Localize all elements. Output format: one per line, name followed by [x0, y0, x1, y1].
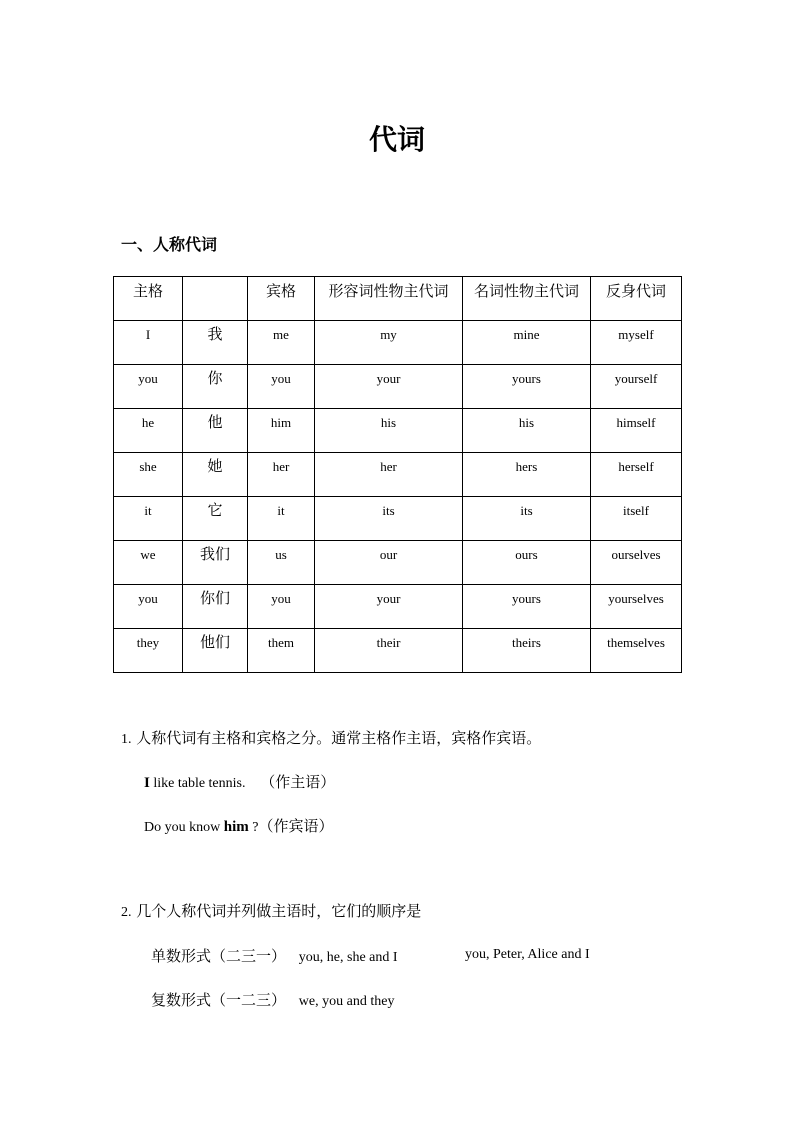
header-noun-possessive: 名词性物主代词 [463, 277, 591, 321]
table-row [114, 321, 682, 365]
singular-order [151, 945, 398, 966]
cell-reflexive: herself [591, 453, 682, 497]
table-row [114, 541, 682, 585]
header-adj-possessive: 形容词性物主代词 [315, 277, 463, 321]
cell-reflexive: yourself [591, 365, 682, 409]
cell-subject: it [114, 497, 183, 541]
cell-object: me [248, 321, 315, 365]
cell-reflexive: itself [591, 497, 682, 541]
pronoun-table [113, 276, 682, 673]
cell-chinese: 她 [183, 453, 248, 497]
cell-noun-possessive: yours [463, 365, 591, 409]
example-2-post: ? [248, 820, 259, 835]
cell-chinese: 他 [183, 409, 248, 453]
cell-object: us [248, 541, 315, 585]
example-2-object: him [223, 819, 249, 835]
cell-noun-possessive: theirs [463, 629, 591, 673]
note-2-number: 2. [121, 905, 132, 920]
cell-subject: he [114, 409, 183, 453]
cell-chinese: 你们 [183, 585, 248, 629]
cell-adj-possessive: their [315, 629, 463, 673]
cell-chinese: 你 [183, 365, 248, 409]
plural-label: 复数形式（一二三） [151, 991, 287, 1009]
singular-example-1: you, he, she and I [298, 950, 398, 965]
singular-label: 单数形式（二三一） [151, 947, 287, 965]
note-1-text: 人称代词有主格和宾格之分。通常主格作主语，宾格作宾语。 [136, 729, 542, 747]
cell-subject: we [114, 541, 183, 585]
note-1-example-2 [144, 815, 333, 836]
cell-adj-possessive: your [315, 365, 463, 409]
cell-chinese: 我们 [183, 541, 248, 585]
cell-reflexive: himself [591, 409, 682, 453]
note-1 [121, 727, 541, 748]
cell-reflexive: ourselves [591, 541, 682, 585]
cell-subject: she [114, 453, 183, 497]
cell-adj-possessive: your [315, 585, 463, 629]
example-2-pre: Do you know [144, 820, 224, 835]
table-row [114, 585, 682, 629]
plural-order [151, 989, 394, 1010]
cell-subject: they [114, 629, 183, 673]
header-reflexive: 反身代词 [591, 277, 682, 321]
cell-object: you [248, 585, 315, 629]
note-2-text: 几个人称代词并列做主语时，它们的顺序是 [136, 902, 422, 920]
page-title: 代词 [368, 123, 425, 156]
cell-adj-possessive: her [315, 453, 463, 497]
cell-noun-possessive: yours [463, 585, 591, 629]
cell-noun-possessive: his [463, 409, 591, 453]
singular-example-2: you, Peter, Alice and I [465, 947, 590, 962]
cell-noun-possessive: mine [463, 321, 591, 365]
note-2 [121, 900, 421, 921]
plural-example: we, you and they [298, 994, 395, 1009]
cell-chinese: 我 [183, 321, 248, 365]
cell-adj-possessive: my [315, 321, 463, 365]
cell-noun-possessive: hers [463, 453, 591, 497]
cell-noun-possessive: ours [463, 541, 591, 585]
cell-chinese: 他们 [183, 629, 248, 673]
example-1-sentence: like table tennis. [149, 776, 246, 791]
cell-reflexive: myself [591, 321, 682, 365]
cell-chinese: 它 [183, 497, 248, 541]
header-subject: 主格 [114, 277, 183, 321]
header-chinese [183, 277, 248, 321]
cell-reflexive: yourselves [591, 585, 682, 629]
cell-adj-possessive: its [315, 497, 463, 541]
cell-subject: you [114, 585, 183, 629]
table-row [114, 453, 682, 497]
section-heading: 一、人称代词 [121, 235, 218, 254]
cell-subject: you [114, 365, 183, 409]
table-row [114, 409, 682, 453]
table-header-row [114, 277, 682, 321]
cell-object: them [248, 629, 315, 673]
note-1-example-1 [144, 771, 335, 792]
cell-subject: I [114, 321, 183, 365]
cell-object: her [248, 453, 315, 497]
header-object: 宾格 [248, 277, 315, 321]
cell-object: him [248, 409, 315, 453]
example-1-tag: （作主语） [260, 773, 336, 791]
table-row [114, 629, 682, 673]
example-2-tag: （作宾语） [258, 817, 334, 835]
cell-object: you [248, 365, 315, 409]
cell-noun-possessive: its [463, 497, 591, 541]
cell-object: it [248, 497, 315, 541]
cell-reflexive: themselves [591, 629, 682, 673]
note-1-number: 1. [121, 732, 132, 747]
cell-adj-possessive: his [315, 409, 463, 453]
table-row [114, 365, 682, 409]
cell-adj-possessive: our [315, 541, 463, 585]
table-row [114, 497, 682, 541]
example-1-subject: I [144, 775, 150, 791]
